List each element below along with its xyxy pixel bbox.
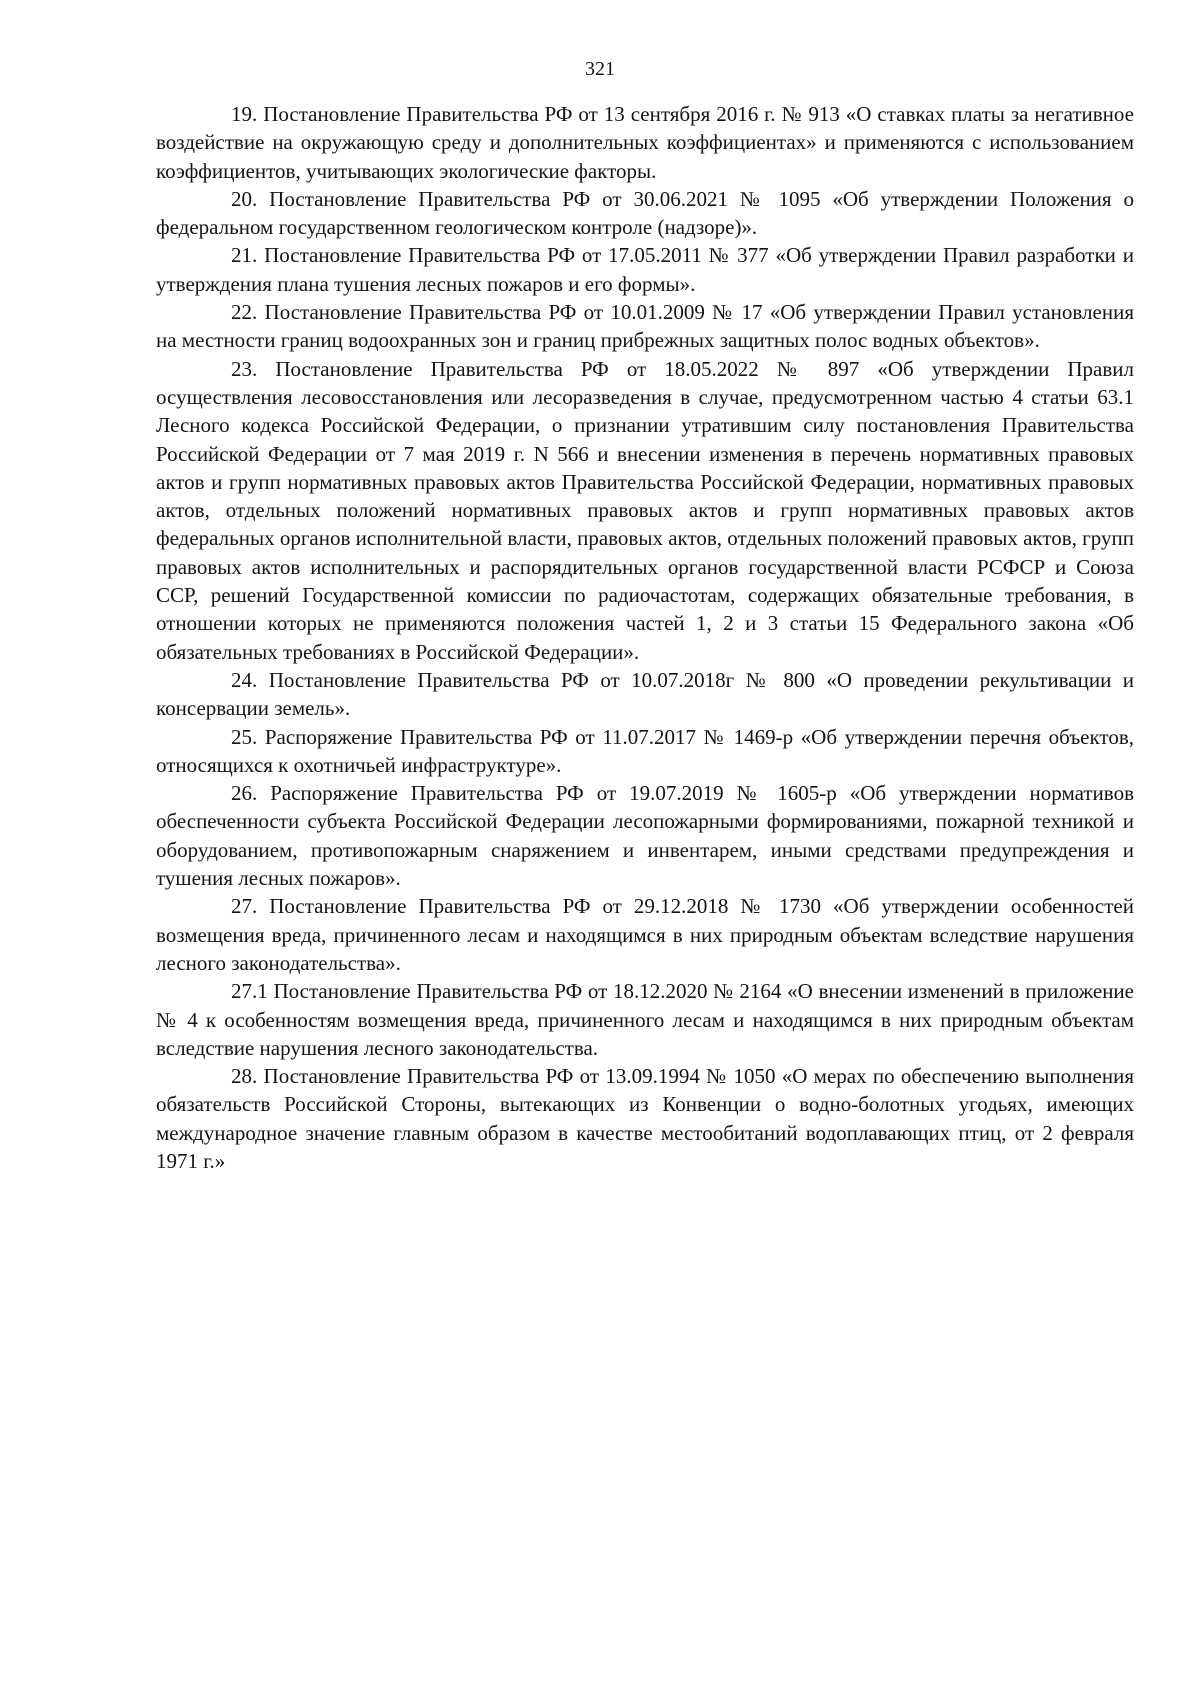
list-item-23: 23. Постановление Правительства РФ от 18.05.2022 № 897 «Об утверждении Правил осуществления лесовосстановления или лесоразведения в случае, предусмотренном частью 4 статьи 63.1 Лесного кодекса Российской Федерации, о признании утратившим силу постановления Правительства Российской Федерации от 7 мая 2019 г. N 566 и внесении изменения в перечень нормативных правовых актов и групп нормативных правовых актов Правительства Российской Федерации, нормативных правовых актов, отдельных положений нормативных правовых актов и групп нормативных правовых актов федеральных органов исполнительной власти, правовых актов, отдельных положений правовых актов, групп правовых актов исполнительных и распорядительных органов государственной власти РСФСР и Союза ССР, решений Государственной комиссии по радиочастотам, содержащих обязательные требования, в отношении которых не применяются положения частей 1, 2 и 3 статьи 15 Федерального закона «Об обязательных требованиях в Российской Федерации». [156, 356, 1134, 664]
list-item-21: 21. Постановление Правительства РФ от 17.05.2011 № 377 «Об утверждении Правил разработки и утверждения плана тушения лесных пожаров и его формы». [156, 243, 1134, 296]
list-item-27: 27. Постановление Правительства РФ от 29.12.2018 № 1730 «Об утверждении особенностей возмещения вреда, причиненного лесам и находящимся в них природным объектам вследствие нарушения лесного законодательства». [156, 894, 1134, 975]
list-item-20: 20. Постановление Правительства РФ от 30.06.2021 № 1095 «Об утверждении Положения о федеральном государственном геологическом контроле (надзоре)». [156, 186, 1134, 240]
list-item-27-1: 27.1 Постановление Правительства РФ от 18.12.2020 № 2164 «О внесении изменений в приложение № 4 к особенностям возмещения вреда, причиненного лесам и находящимся в них природным объектам вследствие нарушения лесного законодательства. [156, 979, 1134, 1060]
list-item-28: 28. Постановление Правительства РФ от 13.09.1994 № 1050 «О мерах по обеспечению выполнения обязательств Российской Стороны, вытекающих из Конвенции о водно-болотных угодьях, имеющих международное значение главным образом в качестве местообитаний водоплавающих птиц, от 2 февраля 1971 г.» [156, 1064, 1134, 1173]
list-item-25: 25. Распоряжение Правительства РФ от 11.07.2017 № 1469-р «Об утверждении перечня объектов, относящихся к охотничьей инфраструктуре». [156, 724, 1134, 777]
list-item-19: 19. Постановление Правительства РФ от 13 сентября 2016 г. № 913 «О ставках платы за негативное воздействие на окружающую среду и дополнительных коэффициентах» и применяются с использованием коэффициентов, учитывающих экологические факторы. [156, 102, 1134, 183]
document-body [156, 100, 1134, 1175]
list-item-24: 24. Постановление Правительства РФ от 10.07.2018г № 800 «О проведении рекультивации и консервации земель». [156, 667, 1134, 721]
page-number: 321 [585, 58, 615, 80]
list-item-26: 26. Распоряжение Правительства РФ от 19.07.2019 № 1605-р «Об утверждении нормативов обеспеченности субъекта Российской Федерации лесопожарными формированиями, пожарной техникой и оборудованием, противопожарным снаряжением и инвентарем, иными средствами предупреждения и тушения лесных пожаров». [156, 781, 1134, 891]
list-item-22: 22. Постановление Правительства РФ от 10.01.2009 № 17 «Об утверждении Правил установления на местности границ водоохранных зон и границ прибрежных защитных полос водных объектов». [156, 300, 1134, 353]
